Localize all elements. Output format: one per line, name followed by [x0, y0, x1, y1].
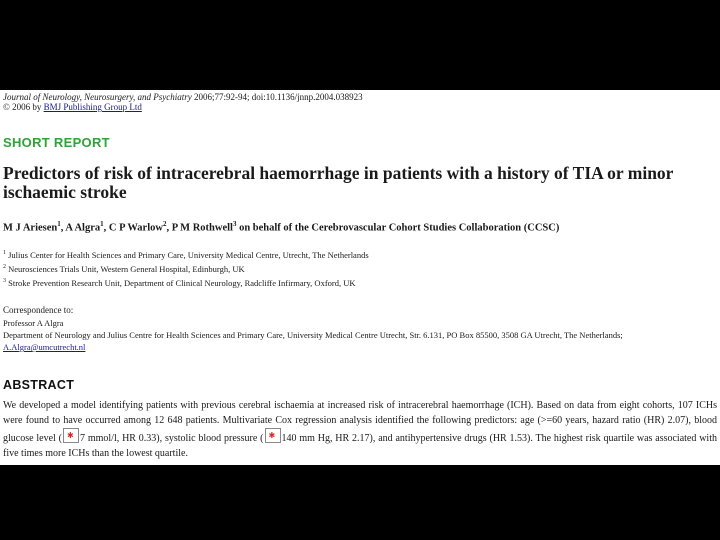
- affiliation-text: Julius Center for Health Sciences and Primary Care, University Medical Centre, Utrecht, The Netherlands: [6, 250, 369, 260]
- broken-image-icon: [265, 428, 281, 443]
- section-label: SHORT REPORT: [3, 135, 110, 150]
- broken-image-icon: [63, 428, 79, 443]
- abstract-part: 140 mm Hg, HR 2.17), and antihypertensive drugs (HR 1.53). The highest risk quartile was associated with five times more ICHs than the lowest quartile.: [3, 433, 717, 459]
- affiliation: [3, 264, 245, 274]
- author-affiliation-marker: 1: [57, 220, 61, 228]
- affiliation: [3, 250, 369, 260]
- article-page: [0, 90, 720, 465]
- affiliation-text: Neurosciences Trials Unit, Western General Hospital, Edinburgh, UK: [6, 264, 245, 274]
- affiliation: [3, 278, 356, 288]
- author-list: [3, 220, 559, 234]
- author-name: , A Algra: [60, 222, 101, 234]
- copyright-prefix: © 2006 by: [3, 102, 44, 112]
- author-affiliation-marker: 2: [162, 220, 167, 228]
- affiliation-marker: 1: [3, 250, 6, 257]
- abstract-heading: ABSTRACT: [3, 378, 75, 392]
- abstract-text: [3, 398, 717, 461]
- copyright-line: [3, 102, 142, 112]
- article-title: Predictors of risk of intracerebral haemorrhage in patients with a history of TIA or minor ischaemic stroke: [3, 163, 674, 202]
- affiliation-marker: 3: [3, 278, 6, 285]
- author-affiliation-marker: 3: [232, 220, 237, 228]
- author-name: , P M Rothwell: [166, 222, 233, 234]
- author-affiliation-marker: 1: [100, 220, 104, 228]
- abstract-part: 7 mmol/l, HR 0.33), systolic blood pressure (: [80, 433, 264, 444]
- journal-name: Journal of Neurology, Neurosurgery, and Psychiatry: [3, 92, 192, 102]
- journal-citation: [3, 92, 363, 102]
- publisher-link[interactable]: BMJ Publishing Group Ltd: [43, 102, 142, 112]
- affiliation-marker: 2: [3, 264, 6, 271]
- correspondence-address: Department of Neurology and Julius Centre for Health Sciences and Primary Care, University Medical Centre Utrecht, Str. 6.131, PO Box 85500, 3508 GA Utrecht, The Netherlands;: [3, 330, 623, 340]
- correspondence-name: Professor A Algra: [3, 318, 64, 328]
- author-name: M J Ariesen: [3, 222, 58, 234]
- correspondence-heading: Correspondence to:: [3, 305, 74, 315]
- correspondence-email-link[interactable]: A.Algra@umcutrecht.nl: [3, 342, 86, 352]
- correspondence-email-line: [3, 342, 85, 352]
- collaboration-name: on behalf of the Cerebrovascular Cohort Studies Collaboration (CCSC): [236, 222, 560, 234]
- journal-volume-doi: 2006;77:92-94; doi:10.1136/jnnp.2004.038923: [191, 92, 363, 102]
- author-name: , C P Warlow: [103, 222, 163, 234]
- affiliation-text: Stroke Prevention Research Unit, Department of Clinical Neurology, Radcliffe Infirmary, Oxford, UK: [6, 278, 356, 288]
- abstract-part: We developed a model identifying patients with previous cerebral ischaemia at increased risk of intracerebral haemorrhage (ICH). Based on data from eight cohorts, 107 ICHs were found to have occurred among 12 648 patients. Multivariate Cox regression analysis identified the following predictors: age (>=60 years, hazard ratio (HR) 2.07), blood glucose level (: [3, 400, 717, 444]
